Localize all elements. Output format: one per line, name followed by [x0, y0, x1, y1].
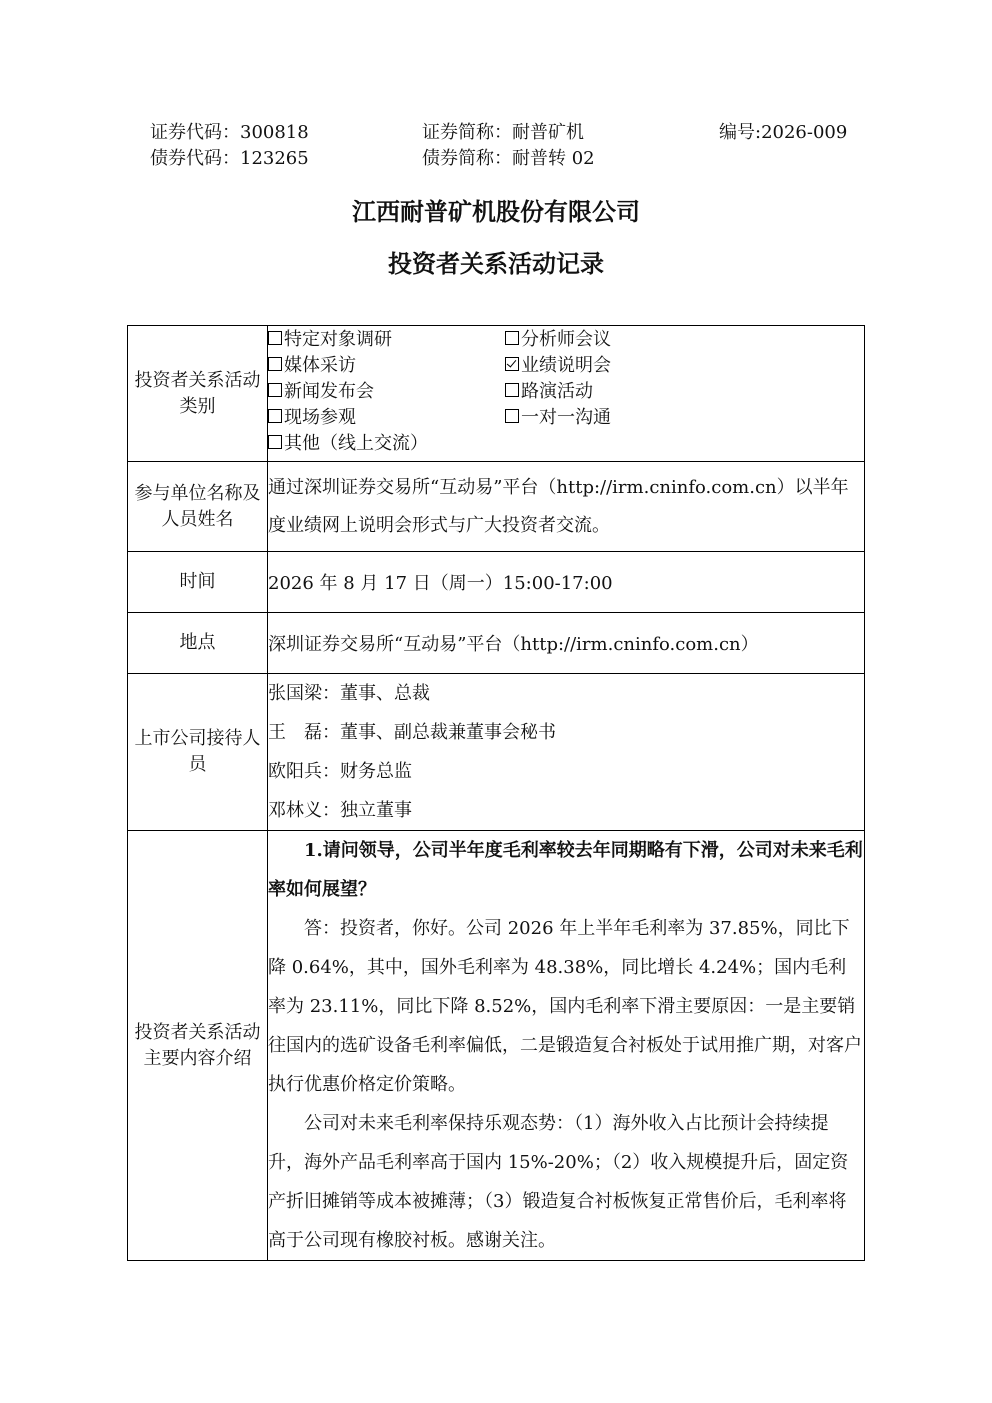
row-participants: [128, 462, 865, 552]
serial-number: 编号:2026-009: [719, 122, 848, 143]
activity-type-cell: [268, 326, 865, 462]
checkbox-icon: [505, 409, 519, 423]
checkbox-icon: [268, 331, 282, 345]
reception-person: 邓林义：独立董事: [268, 800, 412, 821]
activity-option: [268, 353, 505, 379]
checkbox-icon: [505, 383, 519, 397]
content-body: [268, 831, 865, 1261]
activity-option: [268, 405, 505, 431]
row-location: [128, 613, 865, 674]
header-row-2: [150, 147, 719, 171]
checkbox-icon: [268, 383, 282, 397]
checked-box-icon: [505, 357, 519, 371]
company-title: 江西耐普矿机股份有限公司: [352, 198, 640, 226]
activity-option-label: 现场参观: [284, 407, 356, 428]
content-label: 投资者关系活动主要内容介绍: [128, 831, 268, 1261]
header-row-1: [150, 121, 847, 145]
participants-label: 参与单位名称及人员姓名: [128, 462, 268, 552]
activity-option-label: 一对一沟通: [521, 407, 611, 428]
checkbox-icon: [268, 409, 282, 423]
answer-paragraph-1: 答：投资者，你好。公司 2026 年上半年毛利率为 37.85%，同比下降 0.64%，其中，国外毛利率为 48.38%，同比增长 4.24%；国内毛利率为 23.11%，同比下降 8.52%，国内毛利率下滑主要原因：一是主要销往国内的选矿设备毛利率偏低，二是锻造复合衬板处于试用推广期，对客户执行优惠价格定价策略。: [268, 918, 862, 1095]
reception-label: 上市公司接待人员: [128, 674, 268, 831]
stock-code: 证券代码：300818: [150, 122, 309, 143]
location-label: 地点: [128, 613, 268, 674]
activity-option: [268, 327, 505, 353]
location-value: 深圳证券交易所“互动易”平台（http://irm.cninfo.com.cn）: [268, 613, 865, 674]
document-subtitle: 投资者关系活动记录: [388, 250, 604, 278]
activity-option-label: 媒体采访: [284, 355, 356, 376]
activity-option-label: 分析师会议: [521, 329, 611, 350]
activity-option-label: 其他（线上交流）: [284, 433, 428, 454]
activity-option-label: 路演活动: [521, 381, 593, 402]
time-value: 2026 年 8 月 17 日（周一）15:00-17:00: [268, 552, 865, 613]
activity-option-label: 特定对象调研: [284, 329, 392, 350]
bond-code: 债券代码：123265: [150, 148, 309, 169]
row-activity-type: [128, 326, 865, 462]
activity-option-label: 新闻发布会: [284, 381, 374, 402]
activity-record-table: [127, 325, 865, 1261]
activity-option: [505, 405, 864, 431]
activity-type-options: [268, 326, 864, 461]
row-time: [128, 552, 865, 613]
activity-option: [268, 379, 505, 405]
bond-name: 债券简称：耐普转 02: [422, 148, 595, 169]
activity-option: [268, 431, 505, 457]
participants-value: 通过深圳证券交易所“互动易”平台（http://irm.cninfo.com.cn）以半年度业绩网上说明会形式与广大投资者交流。: [268, 462, 865, 552]
reception-person: 王 磊：董事、副总裁兼董事会秘书: [268, 722, 556, 743]
checkbox-icon: [268, 435, 282, 449]
answer-paragraph-2: 公司对未来毛利率保持乐观态势：（1）海外收入占比预计会持续提升，海外产品毛利率高于国内 15%-20%；（2）收入规模提升后，固定资产折旧摊销等成本被摊薄；（3）锻造复合衬板恢复正常售价后，毛利率将高于公司现有橡胶衬板。感谢关注。: [268, 1113, 849, 1251]
reception-people: [268, 674, 865, 831]
checkbox-icon: [505, 331, 519, 345]
activity-option-label: 业绩说明会: [521, 355, 611, 376]
activity-option: [505, 353, 864, 379]
stock-name: 证券简称：耐普矿机: [422, 122, 584, 143]
question-1: 1.请问领导，公司半年度毛利率较去年同期略有下滑，公司对未来毛利率如何展望？: [268, 840, 863, 900]
row-content: [128, 831, 865, 1261]
time-label: 时间: [128, 552, 268, 613]
row-reception: [128, 674, 865, 831]
activity-option: [505, 379, 864, 405]
activity-option: [505, 327, 864, 353]
activity-type-label: 投资者关系活动类别: [128, 326, 268, 462]
checkbox-icon: [268, 357, 282, 371]
reception-person: 张国梁：董事、总裁: [268, 683, 430, 704]
reception-person: 欧阳兵：财务总监: [268, 761, 412, 782]
